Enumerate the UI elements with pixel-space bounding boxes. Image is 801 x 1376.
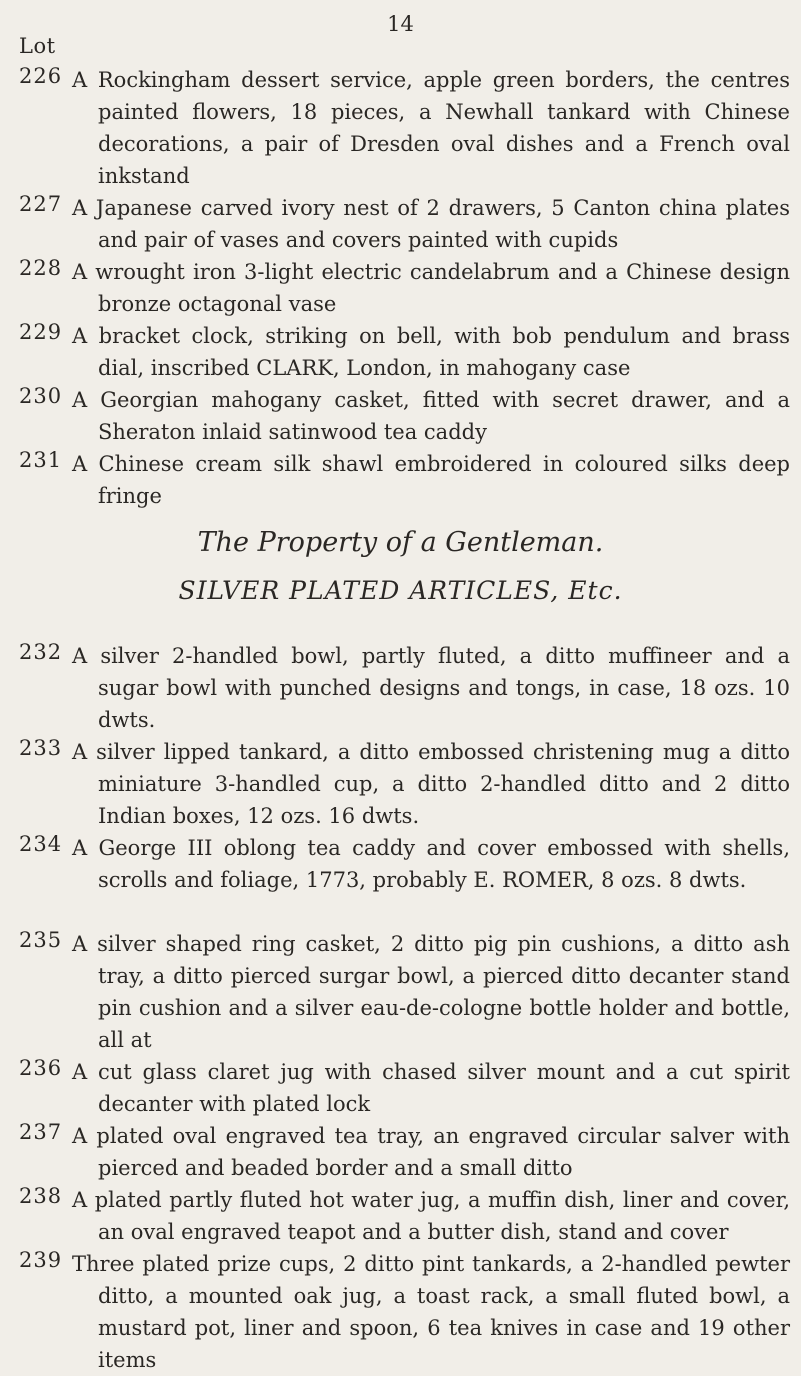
lot-description: A silver lipped tankard, a ditto embossed christening mug a ditto miniature 3-handled cup, a ditto 2-handled ditto and 2 ditto Indian boxes, 12 ozs. 16 dwts. <box>72 740 790 828</box>
section-heading-category: SILVER PLATED ARTICLES, Etc. <box>178 576 623 605</box>
lot-description: A plated partly fluted hot water jug, a muffin dish, liner and cover, an oval engraved teapot and a butter dish, stand and cover <box>72 1188 790 1244</box>
lot-description: A wrought iron 3-light electric candelabrum and a Chinese design bronze octagonal vase <box>72 260 790 316</box>
lot-number: 227 <box>19 192 63 216</box>
lot-number: 232 <box>19 640 63 664</box>
section-heading-property: The Property of a Gentleman. <box>197 527 604 558</box>
lot-description: Three plated prize cups, 2 ditto pint tankards, a 2-handled pewter ditto, a mounted oak jug, a toast rack, a small fluted bowl, a mustard pot, liner and spoon, 6 tea knives in case and 19 other items <box>72 1252 790 1372</box>
lot-description: A cut glass claret jug with chased silver mount and a cut spirit decanter with plated lock <box>72 1060 790 1116</box>
lot-description: A silver 2-handled bowl, partly fluted, a ditto muffineer and a sugar bowl with punched designs and tongs, in case, 18 ozs. 10 dwts. <box>72 644 790 732</box>
lot-column-header: Lot <box>19 34 56 58</box>
lot-description: A plated oval engraved tea tray, an engraved circular salver with pierced and beaded border and a small ditto <box>72 1124 790 1180</box>
lot-number: 231 <box>19 448 63 472</box>
lot-number: 229 <box>19 320 63 344</box>
lot-description: A George III oblong tea caddy and cover embossed with shells, scrolls and foliage, 1773, probably E. ROMER, 8 ozs. 8 dwts. <box>72 836 790 892</box>
page-number: 14 <box>387 12 414 36</box>
lot-description: A silver shaped ring casket, 2 ditto pig pin cushions, a ditto ash tray, a ditto pierced surgar bowl, a pierced ditto decanter stand pin cushion and a silver eau-de-cologne bottle holder and bottle, all at <box>72 932 790 1052</box>
lot-description: A Rockingham dessert service, apple green borders, the centres painted flowers, 18 pieces, a Newhall tankard with Chinese decorations, a pair of Dresden oval dishes and a French oval inkstand <box>72 68 790 188</box>
lot-number: 230 <box>19 384 63 408</box>
lot-number: 233 <box>19 736 63 760</box>
lot-number: 237 <box>19 1120 63 1144</box>
lot-number: 226 <box>19 64 63 88</box>
lot-number: 235 <box>19 928 63 952</box>
lot-description: A bracket clock, striking on bell, with bob pendulum and brass dial, inscribed CLARK, London, in mahogany case <box>72 324 790 380</box>
lot-number: 239 <box>19 1248 63 1272</box>
lot-number: 228 <box>19 256 63 280</box>
lot-number: 236 <box>19 1056 63 1080</box>
lot-description: A Japanese carved ivory nest of 2 drawers, 5 Canton china plates and pair of vases and covers painted with cupids <box>72 196 790 252</box>
lot-number: 238 <box>19 1184 63 1208</box>
lot-description: A Georgian mahogany casket, fitted with secret drawer, and a Sheraton inlaid satinwood tea caddy <box>72 388 790 444</box>
lot-description: A Chinese cream silk shawl embroidered in coloured silks deep fringe <box>72 452 790 508</box>
lot-number: 234 <box>19 832 63 856</box>
